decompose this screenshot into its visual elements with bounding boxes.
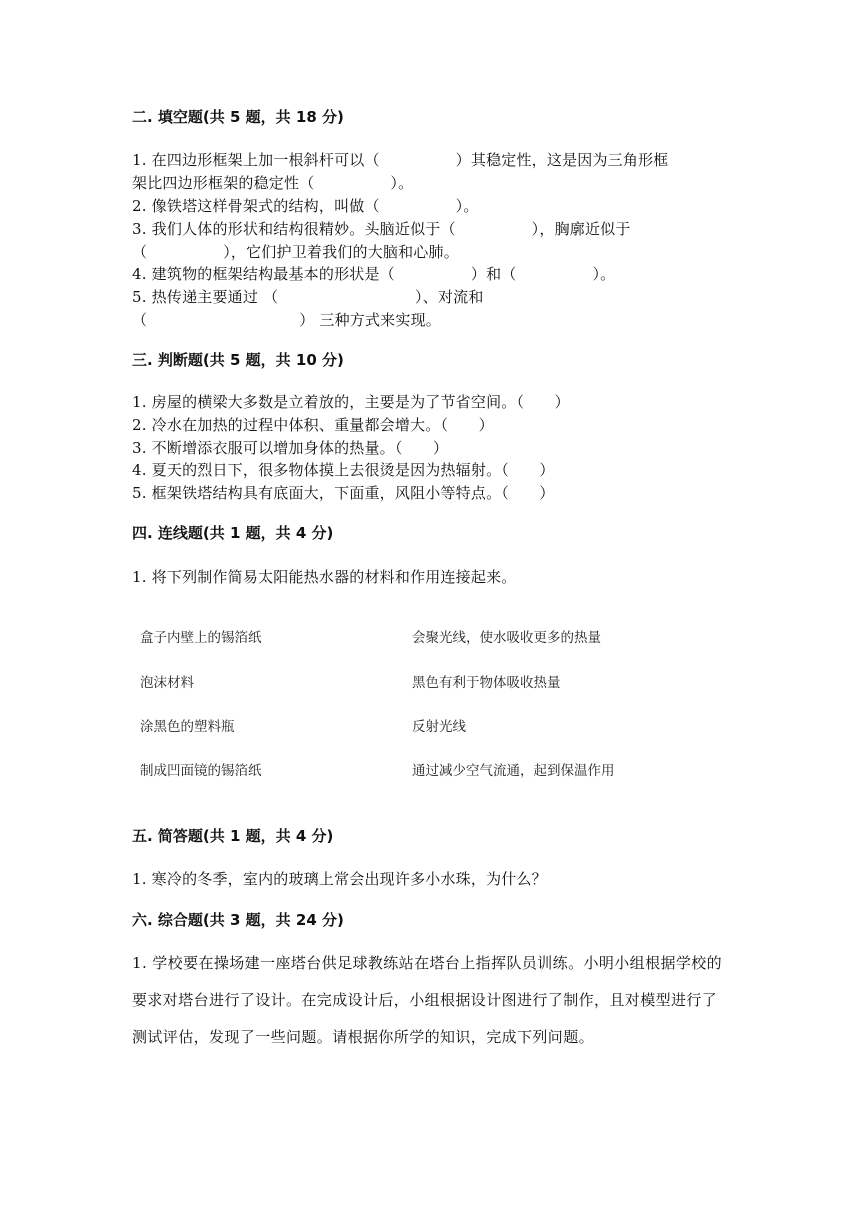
section-3-title: 三. 判断题(共 5 题，共 10 分)	[132, 351, 344, 369]
match-right-item: 黑色有利于物体吸收热量	[412, 675, 561, 691]
judge-line-4: 4. 夏天的烈日下，很多物体摸上去很烫是因为热辐射。（ ）	[132, 461, 555, 479]
fill-line-4: 3. 我们人体的形状和结构很精妙。头脑近似于（ ），胸廓近似于	[132, 220, 631, 238]
judge-line-5: 5. 框架铁塔结构具有底面大，下面重，风阻小等特点。（ ）	[132, 484, 555, 502]
match-right-item: 通过减少空气流通，起到保温作用	[412, 763, 615, 779]
fill-line-6: 4. 建筑物的框架结构最基本的形状是（ ）和（ ）。	[132, 265, 616, 283]
comprehensive-question: 1. 学校要在操场建一座塔台供足球教练站在塔台上指挥队员训练。小明小组根据学校的要求对塔台进行了设计。在完成设计后，小组根据设计图进行了制作，且对模型进行了测试评估，发现了一些问题。请根据你所学的知识，完成下列问题。	[132, 954, 723, 1046]
match-right-item: 会聚光线，使水吸收更多的热量	[412, 630, 601, 646]
short-answer-question: 1. 寒冷的冬季，室内的玻璃上常会出现许多小水珠，为什么？	[132, 870, 547, 888]
section-5-title: 五. 简答题(共 1 题，共 4 分)	[132, 827, 334, 845]
section-6-title: 六. 综合题(共 3 题，共 24 分)	[132, 911, 344, 929]
section-4-title: 四. 连线题(共 1 题，共 4 分)	[132, 524, 334, 542]
fill-line-7: 5. 热传递主要通过 （ ）、对流和	[132, 288, 484, 306]
fill-line-3: 2. 像铁塔这样骨架式的结构，叫做（ ）。	[132, 197, 479, 215]
fill-line-1: 1. 在四边形框架上加一根斜杆可以（ ）其稳定性，这是因为三角形框	[132, 151, 669, 169]
match-left-item: 泡沫材料	[140, 675, 194, 691]
match-left-item: 盒子内壁上的锡箔纸	[140, 630, 262, 646]
match-left-item: 制成凹面镜的锡箔纸	[140, 763, 262, 779]
fill-line-5: （ ），它们护卫着我们的大脑和心肺。	[132, 243, 459, 261]
judge-line-2: 2. 冷水在加热的过程中体积、重量都会增大。（ ）	[132, 416, 494, 434]
section-2-title: 二. 填空题(共 5 题，共 18 分)	[132, 108, 344, 126]
match-question: 1. 将下列制作简易太阳能热水器的材料和作用连接起来。	[132, 568, 517, 586]
match-left-item: 涂黑色的塑料瓶	[140, 719, 235, 735]
fill-line-8: （ ） 三种方式来实现。	[132, 311, 441, 329]
match-right-item: 反射光线	[412, 719, 466, 735]
judge-line-1: 1. 房屋的横梁大多数是立着放的，主要是为了节省空间。（ ）	[132, 393, 570, 411]
judge-line-3: 3. 不断增添衣服可以增加身体的热量。（ ）	[132, 439, 449, 457]
fill-line-2: 架比四边形框架的稳定性（ ）。	[132, 174, 414, 192]
